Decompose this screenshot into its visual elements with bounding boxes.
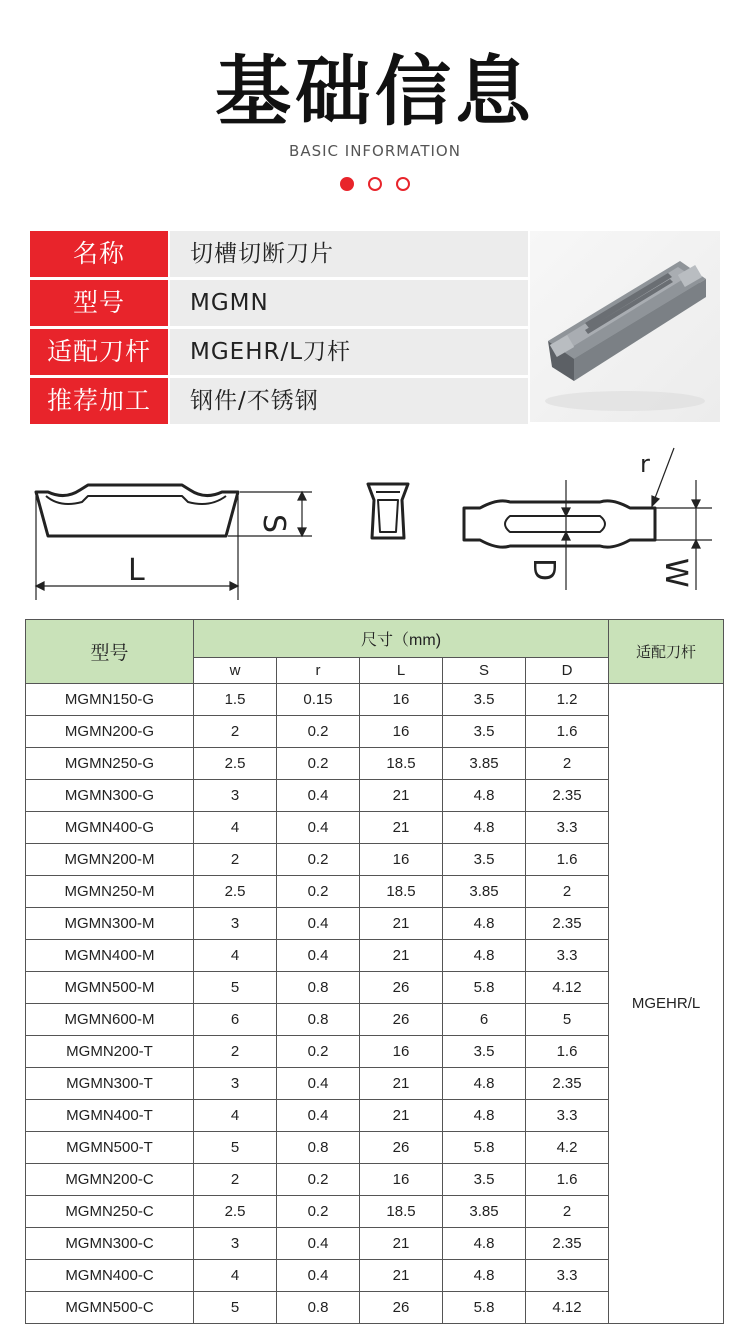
cell-r: 0.2: [277, 1196, 360, 1228]
cell-model: MGMN400-T: [26, 1100, 194, 1132]
cell-model: MGMN400-C: [26, 1260, 194, 1292]
cell-d: 2.35: [526, 780, 609, 812]
cell-r: 0.8: [277, 972, 360, 1004]
cell-l: 26: [360, 1292, 443, 1324]
cell-model: MGMN400-M: [26, 940, 194, 972]
page-title: 基础信息: [215, 47, 535, 136]
cell-l: 21: [360, 1260, 443, 1292]
cell-r: 0.8: [277, 1132, 360, 1164]
info-row-holder: [30, 329, 528, 375]
cell-w: 2.5: [194, 876, 277, 908]
cell-model: MGMN400-G: [26, 812, 194, 844]
cell-w: 1.5: [194, 684, 277, 716]
cell-l: 21: [360, 1100, 443, 1132]
info-row-application: [30, 378, 528, 424]
cell-model: MGMN600-M: [26, 1004, 194, 1036]
cell-l: 26: [360, 1004, 443, 1036]
cell-l: 18.5: [360, 876, 443, 908]
info-value: 钢件/不锈钢: [170, 378, 528, 424]
cell-model: MGMN250-C: [26, 1196, 194, 1228]
cell-d: 4.12: [526, 1292, 609, 1324]
cell-l: 21: [360, 940, 443, 972]
cell-l: 16: [360, 1036, 443, 1068]
label-d: D: [526, 558, 561, 582]
header-dimensions: 尺寸（mm): [194, 620, 609, 658]
cell-l: 16: [360, 684, 443, 716]
cell-s: 4.8: [443, 812, 526, 844]
cell-s: 4.8: [443, 908, 526, 940]
cell-w: 3: [194, 780, 277, 812]
cell-w: 5: [194, 972, 277, 1004]
cell-model: MGMN500-T: [26, 1132, 194, 1164]
cell-model: MGMN300-G: [26, 780, 194, 812]
cell-model: MGMN250-M: [26, 876, 194, 908]
header-holder: 适配刀杆: [609, 620, 724, 684]
cell-w: 4: [194, 1260, 277, 1292]
cell-model: MGMN200-G: [26, 716, 194, 748]
cell-w: 3: [194, 1228, 277, 1260]
cell-w: 4: [194, 1100, 277, 1132]
table-body: [26, 684, 724, 1324]
cell-d: 4.12: [526, 972, 609, 1004]
cell-r: 0.8: [277, 1292, 360, 1324]
cell-w: 3: [194, 1068, 277, 1100]
cell-d: 1.2: [526, 684, 609, 716]
cell-d: 3.3: [526, 1260, 609, 1292]
cell-model: MGMN200-M: [26, 844, 194, 876]
header-l: L: [360, 658, 443, 684]
cell-model: MGMN150-G: [26, 684, 194, 716]
cell-w: 2: [194, 844, 277, 876]
header-s: S: [443, 658, 526, 684]
cell-r: 0.2: [277, 1036, 360, 1068]
cell-s: 4.8: [443, 1068, 526, 1100]
insert-image: [530, 231, 720, 422]
cell-w: 5: [194, 1292, 277, 1324]
cell-d: 1.6: [526, 716, 609, 748]
cell-l: 21: [360, 1068, 443, 1100]
info-table: [30, 231, 528, 427]
cell-w: 3: [194, 908, 277, 940]
label-r: r: [640, 450, 650, 478]
cell-s: 3.5: [443, 684, 526, 716]
dot: [368, 177, 382, 191]
cell-model: MGMN200-C: [26, 1164, 194, 1196]
header-r: r: [277, 658, 360, 684]
cell-d: 1.6: [526, 1164, 609, 1196]
header-w: w: [194, 658, 277, 684]
dot: [396, 177, 410, 191]
cell-r: 0.4: [277, 1228, 360, 1260]
cell-w: 5: [194, 1132, 277, 1164]
cell-l: 26: [360, 1132, 443, 1164]
table-row: [26, 684, 724, 716]
cell-d: 4.2: [526, 1132, 609, 1164]
cell-s: 5.8: [443, 972, 526, 1004]
info-value: MGMN: [170, 280, 528, 326]
cell-d: 2: [526, 876, 609, 908]
cell-s: 4.8: [443, 780, 526, 812]
info-value: 切槽切断刀片: [170, 231, 528, 277]
cell-s: 3.5: [443, 716, 526, 748]
technical-drawings: [0, 440, 750, 610]
cell-r: 0.15: [277, 684, 360, 716]
cell-d: 3.3: [526, 940, 609, 972]
cell-l: 18.5: [360, 1196, 443, 1228]
cell-l: 16: [360, 716, 443, 748]
cell-r: 0.4: [277, 908, 360, 940]
info-row-model: [30, 280, 528, 326]
cell-w: 2.5: [194, 1196, 277, 1228]
page-subtitle: BASIC INFORMATION: [289, 142, 461, 160]
pagination-dots: [0, 176, 750, 195]
cell-s: 3.5: [443, 844, 526, 876]
cell-l: 21: [360, 812, 443, 844]
cell-w: 2.5: [194, 748, 277, 780]
cell-r: 0.4: [277, 1260, 360, 1292]
header-d: D: [526, 658, 609, 684]
info-label: 型号: [30, 280, 168, 326]
cell-r: 0.4: [277, 812, 360, 844]
cell-l: 16: [360, 844, 443, 876]
cell-d: 3.3: [526, 1100, 609, 1132]
cell-r: 0.2: [277, 716, 360, 748]
cell-r: 0.8: [277, 1004, 360, 1036]
cell-s: 3.85: [443, 1196, 526, 1228]
cell-r: 0.4: [277, 1068, 360, 1100]
info-label: 名称: [30, 231, 168, 277]
cell-s: 3.85: [443, 876, 526, 908]
cell-r: 0.2: [277, 748, 360, 780]
label-w: W: [658, 558, 693, 588]
cell-s: 6: [443, 1004, 526, 1036]
info-value: MGEHR/L刀杆: [170, 329, 528, 375]
label-s: S: [256, 514, 291, 534]
cell-d: 1.6: [526, 844, 609, 876]
cell-model: MGMN300-T: [26, 1068, 194, 1100]
header-model: 型号: [26, 620, 194, 684]
cell-r: 0.2: [277, 844, 360, 876]
cell-w: 2: [194, 1036, 277, 1068]
cell-l: 21: [360, 780, 443, 812]
cell-d: 5: [526, 1004, 609, 1036]
cell-model: MGMN250-G: [26, 748, 194, 780]
cell-d: 2.35: [526, 1068, 609, 1100]
cell-s: 4.8: [443, 1228, 526, 1260]
info-label: 推荐加工: [30, 378, 168, 424]
cell-d: 2: [526, 1196, 609, 1228]
specification-table: [25, 619, 724, 1324]
dimension-diagrams: [0, 440, 750, 610]
cell-d: 2: [526, 748, 609, 780]
info-label: 适配刀杆: [30, 329, 168, 375]
cell-d: 2.35: [526, 908, 609, 940]
cell-model: MGMN500-M: [26, 972, 194, 1004]
cell-s: 4.8: [443, 940, 526, 972]
product-photo: [530, 231, 720, 422]
cell-s: 5.8: [443, 1132, 526, 1164]
cell-s: 4.8: [443, 1100, 526, 1132]
cell-d: 3.3: [526, 812, 609, 844]
cell-s: 5.8: [443, 1292, 526, 1324]
cell-r: 0.4: [277, 780, 360, 812]
cell-l: 21: [360, 908, 443, 940]
cell-w: 2: [194, 1164, 277, 1196]
cell-model: MGMN200-T: [26, 1036, 194, 1068]
cell-l: 16: [360, 1164, 443, 1196]
cell-l: 26: [360, 972, 443, 1004]
cell-model: MGMN500-C: [26, 1292, 194, 1324]
cell-w: 6: [194, 1004, 277, 1036]
cell-model: MGMN300-M: [26, 908, 194, 940]
cell-d: 1.6: [526, 1036, 609, 1068]
cell-holder: MGEHR/L: [609, 684, 724, 1324]
dot-active: [340, 177, 354, 191]
cell-l: 21: [360, 1228, 443, 1260]
cell-w: 2: [194, 716, 277, 748]
cell-r: 0.4: [277, 1100, 360, 1132]
info-row-name: [30, 231, 528, 277]
cell-r: 0.2: [277, 876, 360, 908]
cell-w: 4: [194, 940, 277, 972]
cell-s: 4.8: [443, 1260, 526, 1292]
label-l: L: [128, 553, 145, 588]
cell-w: 4: [194, 812, 277, 844]
cell-r: 0.4: [277, 940, 360, 972]
cell-l: 18.5: [360, 748, 443, 780]
cell-d: 2.35: [526, 1228, 609, 1260]
cell-s: 3.85: [443, 748, 526, 780]
cell-model: MGMN300-C: [26, 1228, 194, 1260]
cell-s: 3.5: [443, 1036, 526, 1068]
cell-s: 3.5: [443, 1164, 526, 1196]
cell-r: 0.2: [277, 1164, 360, 1196]
